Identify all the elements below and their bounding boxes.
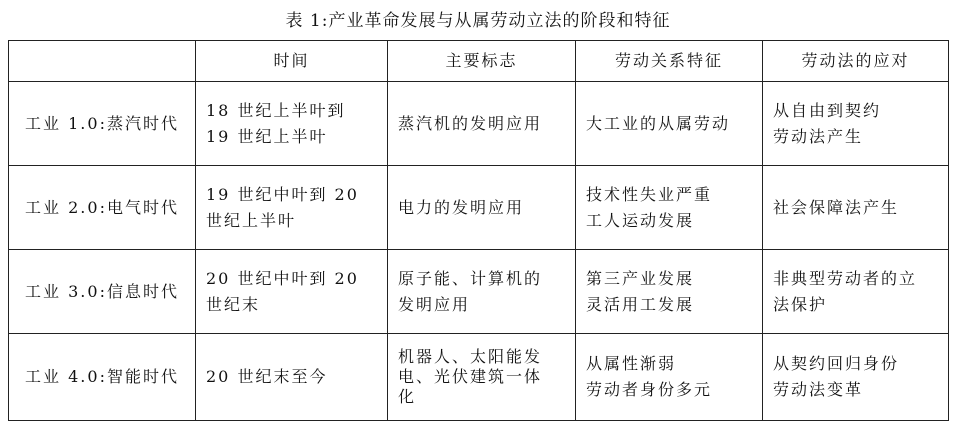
response-cell <box>763 166 949 250</box>
marker-cell <box>388 82 576 166</box>
time-line: 18 世纪上半叶到 <box>206 100 346 120</box>
response-line: 从契约回归身份 <box>773 354 900 373</box>
header-cell-time: 时间 <box>196 41 388 82</box>
time-line: 19 世纪上半叶 <box>206 126 328 146</box>
response-cell <box>763 250 949 334</box>
relation-cell <box>576 334 763 421</box>
time-cell <box>196 166 388 250</box>
marker-line: 发明应用 <box>398 294 471 314</box>
response-line: 从自由到契约 <box>773 100 882 120</box>
era-cell: 工业 4.0:智能时代 <box>9 334 196 421</box>
relation-line: 劳动者身份多元 <box>586 380 713 399</box>
response-line: 法保护 <box>773 294 828 314</box>
header-cell-response: 劳动法的应对 <box>763 41 949 82</box>
relation-cell <box>576 82 763 166</box>
era-cell: 工业 3.0:信息时代 <box>9 250 196 334</box>
marker-cell <box>388 166 576 250</box>
table-row <box>9 82 949 166</box>
header-cell-relation: 劳动关系特征 <box>576 41 763 82</box>
relation-cell <box>576 250 763 334</box>
marker-line: 化 <box>398 387 417 406</box>
relation-line: 工人运动发展 <box>586 210 695 230</box>
era-cell: 工业 1.0:蒸汽时代 <box>9 82 196 166</box>
response-line: 社会保障法产生 <box>773 197 900 217</box>
response-line: 劳动法产生 <box>773 126 864 146</box>
marker-line: 电力的发明应用 <box>398 197 525 217</box>
table-header-row <box>9 41 949 82</box>
relation-line: 大工业的从属劳动 <box>586 113 731 133</box>
time-line: 20 世纪中叶到 20 <box>206 268 359 288</box>
time-line: 20 世纪末至今 <box>206 367 328 386</box>
response-cell <box>763 82 949 166</box>
marker-line: 机器人、太阳能发 <box>398 347 543 366</box>
labor-law-stages-table <box>8 40 949 421</box>
header-cell-marker: 主要标志 <box>388 41 576 82</box>
relation-line: 从属性渐弱 <box>586 354 677 373</box>
marker-line: 蒸汽机的发明应用 <box>398 113 543 133</box>
relation-line: 灵活用工发展 <box>586 294 695 314</box>
marker-cell <box>388 334 576 421</box>
relation-line: 第三产业发展 <box>586 268 695 288</box>
time-line: 19 世纪中叶到 20 <box>206 184 359 204</box>
table-row <box>9 250 949 334</box>
time-line: 世纪末 <box>206 294 261 314</box>
time-cell <box>196 334 388 421</box>
relation-line: 技术性失业严重 <box>586 184 713 204</box>
response-cell <box>763 334 949 421</box>
marker-line: 电、光伏建筑一体 <box>398 367 543 386</box>
marker-line: 原子能、计算机的 <box>398 268 543 288</box>
table-row <box>9 166 949 250</box>
table-row <box>9 334 949 421</box>
header-cell-era <box>9 41 196 82</box>
time-cell <box>196 250 388 334</box>
time-cell <box>196 82 388 166</box>
response-line: 非典型劳动者的立 <box>773 268 918 288</box>
marker-cell <box>388 250 576 334</box>
table-caption: 表 1:产业革命发展与从属劳动立法的阶段和特征 <box>285 11 671 31</box>
response-line: 劳动法变革 <box>773 380 864 399</box>
time-line: 世纪上半叶 <box>206 210 297 230</box>
era-cell: 工业 2.0:电气时代 <box>9 166 196 250</box>
relation-cell <box>576 166 763 250</box>
